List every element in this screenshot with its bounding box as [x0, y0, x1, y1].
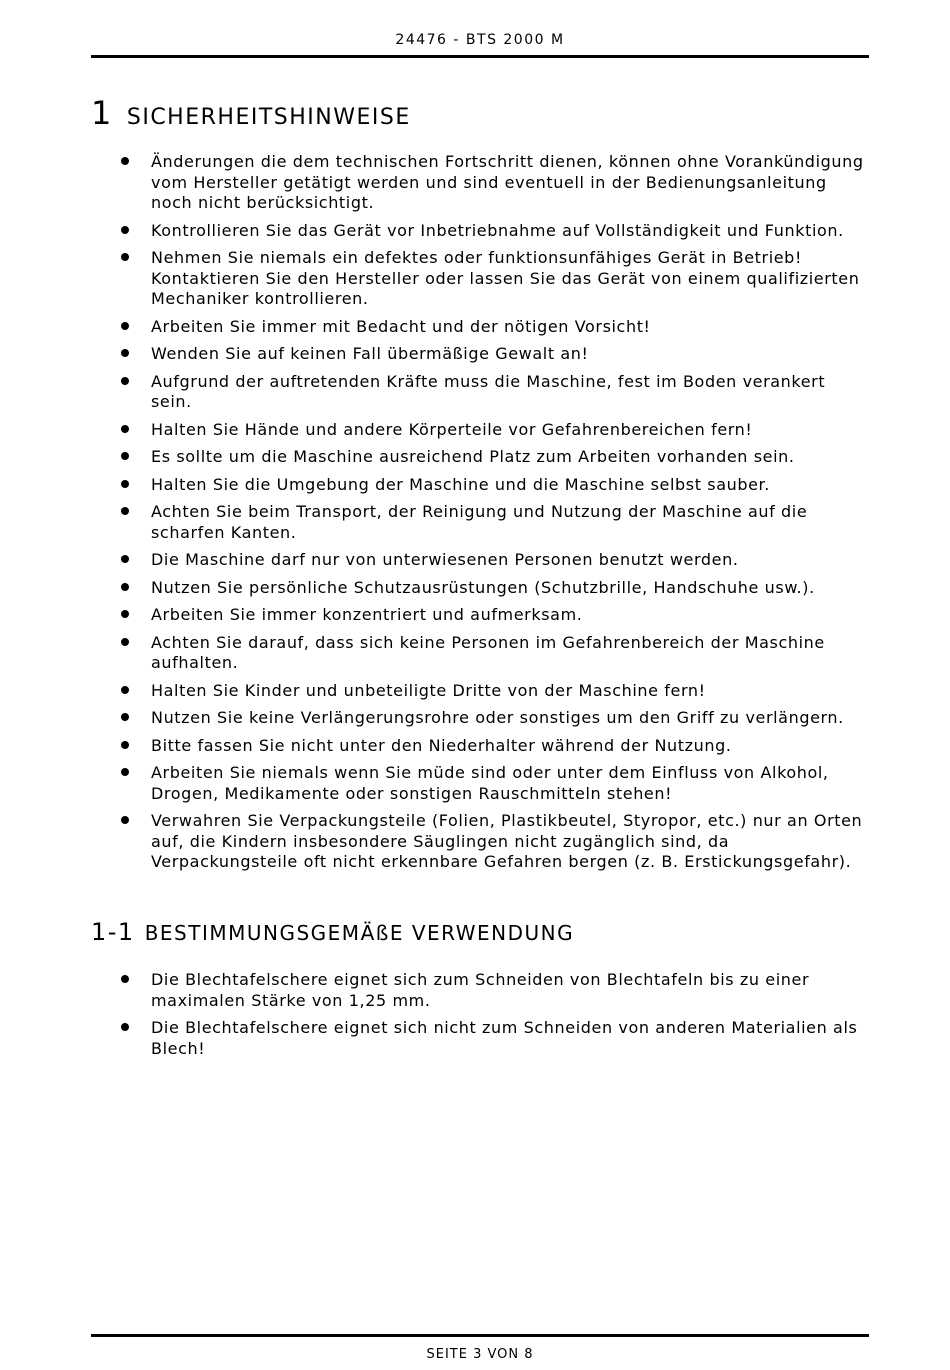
page-header: 24476 - BTS 2000 M	[395, 32, 565, 48]
list-item-text: Aufgrund der auftretenden Kräfte muss die Maschine, fest im Boden verankert sein.	[151, 371, 826, 411]
list-item	[91, 578, 871, 599]
bullet-icon	[121, 713, 129, 721]
list-item-text: Achten Sie darauf, dass sich keine Personen im Gefahrenbereich der Maschine aufhalten.	[151, 632, 825, 672]
bullet-icon	[121, 768, 129, 776]
list-item-text: Arbeiten Sie niemals wenn Sie müde sind oder unter dem Einfluss von Alkohol, Drogen, Medikamente oder sonstigen Rauschmitteln stehen!	[151, 763, 829, 803]
list-item	[91, 811, 871, 873]
footer-rule	[91, 1334, 869, 1337]
list-item	[91, 248, 871, 310]
bullet-icon	[121, 975, 129, 983]
list-item-text: Nutzen Sie persönliche Schutzausrüstungen (Schutzbrille, Handschuhe usw.).	[151, 577, 815, 597]
list-item	[91, 502, 871, 543]
page-footer: SEITE 3 VON 8	[426, 1347, 534, 1362]
list-item	[91, 605, 871, 626]
bullet-icon	[121, 816, 129, 824]
safety-list	[91, 152, 871, 873]
list-item-text: Bitte fassen Sie nicht unter den Niederhalter während der Nutzung.	[151, 735, 732, 755]
list-item	[91, 708, 871, 729]
bullet-icon	[121, 1023, 129, 1031]
bullet-icon	[121, 610, 129, 618]
list-item-text: Kontrollieren Sie das Gerät vor Inbetriebnahme auf Vollständigkeit und Funktion.	[151, 220, 844, 240]
list-item-text: Wenden Sie auf keinen Fall übermäßige Gewalt an!	[151, 344, 589, 363]
list-item	[91, 447, 871, 468]
bullet-icon	[121, 480, 129, 488]
section-intended-use	[91, 918, 871, 1066]
list-item	[91, 550, 871, 571]
list-item	[91, 372, 871, 413]
list-item	[91, 221, 871, 242]
list-item-text: Arbeiten Sie immer mit Bedacht und der nötigen Vorsicht!	[151, 316, 651, 336]
header-rule	[91, 55, 869, 58]
bullet-icon	[121, 741, 129, 749]
list-item-text: Die Maschine darf nur von unterwiesenen Personen benutzt werden.	[151, 550, 739, 569]
bullet-icon	[121, 157, 129, 165]
bullet-icon	[121, 686, 129, 694]
subsection-title: BESTIMMUNGSGEMÄßE VERWENDUNG	[144, 921, 575, 945]
list-item-text: Halten Sie die Umgebung der Maschine und die Maschine selbst sauber.	[151, 474, 770, 494]
list-item	[91, 970, 871, 1011]
section-title: SICHERHEITSHINWEISE	[126, 105, 411, 130]
list-item	[91, 344, 871, 365]
bullet-icon	[121, 253, 129, 261]
subsection-heading	[91, 918, 871, 946]
list-item	[91, 317, 871, 338]
intended-use-list	[91, 970, 871, 1059]
list-item-text: Die Blechtafelschere eignet sich nicht zum Schneiden von anderen Materialien als Blech!	[151, 1018, 858, 1058]
list-item-text: Halten Sie Hände und andere Körperteile vor Gefahrenbereichen fern!	[151, 419, 753, 439]
bullet-icon	[121, 349, 129, 357]
list-item-text: Die Blechtafelschere eignet sich zum Schneiden von Blechtafeln bis zu einer maximalen Stärke von 1,25 mm.	[151, 970, 810, 1010]
bullet-icon	[121, 507, 129, 515]
bullet-icon	[121, 555, 129, 563]
list-item	[91, 152, 871, 214]
subsection-number: 1-1	[91, 918, 135, 946]
list-item	[91, 681, 871, 702]
bullet-icon	[121, 226, 129, 234]
bullet-icon	[121, 638, 129, 646]
list-item-text: Achten Sie beim Transport, der Reinigung und Nutzung der Maschine auf die scharfen Kanten.	[151, 502, 808, 542]
bullet-icon	[121, 322, 129, 330]
list-item	[91, 420, 871, 441]
list-item-text: Nehmen Sie niemals ein defektes oder funktionsunfähiges Gerät in Betrieb! Kontaktieren Sie den Hersteller oder lassen Sie das Gerät von einem qualifizierten Mechaniker kontrollieren.	[151, 248, 860, 308]
list-item	[91, 633, 871, 674]
list-item-text: Änderungen die dem technischen Fortschritt dienen, können ohne Vorankündigung vom Hersteller getätigt werden und sind eventuell in der Bedienungsanleitung noch nicht berücksichtigt.	[151, 152, 864, 212]
list-item-text: Arbeiten Sie immer konzentriert und aufmerksam.	[151, 605, 583, 624]
list-item	[91, 763, 871, 804]
bullet-icon	[121, 583, 129, 591]
list-item-text: Es sollte um die Maschine ausreichend Platz zum Arbeiten vorhanden sein.	[151, 447, 795, 466]
list-item-text: Verwahren Sie Verpackungsteile (Folien, Plastikbeutel, Styropor, etc.) nur an Orten auf, die Kindern insbesondere Säuglingen nicht zugänglich sind, da Verpackungsteile oft nicht erkennbare Gefahren bergen (z. B. Erstickungsgefahr).	[151, 811, 863, 871]
list-item	[91, 1018, 871, 1059]
list-item-text: Halten Sie Kinder und unbeteiligte Dritte von der Maschine fern!	[151, 680, 706, 700]
bullet-icon	[121, 425, 129, 433]
section-safety-notes	[91, 94, 871, 880]
section-number: 1	[91, 94, 113, 132]
bullet-icon	[121, 452, 129, 460]
list-item-text: Nutzen Sie keine Verlängerungsrohre oder sonstiges um den Griff zu verlängern.	[151, 708, 844, 727]
bullet-icon	[121, 377, 129, 385]
list-item	[91, 736, 871, 757]
section-heading	[91, 94, 871, 132]
list-item	[91, 475, 871, 496]
